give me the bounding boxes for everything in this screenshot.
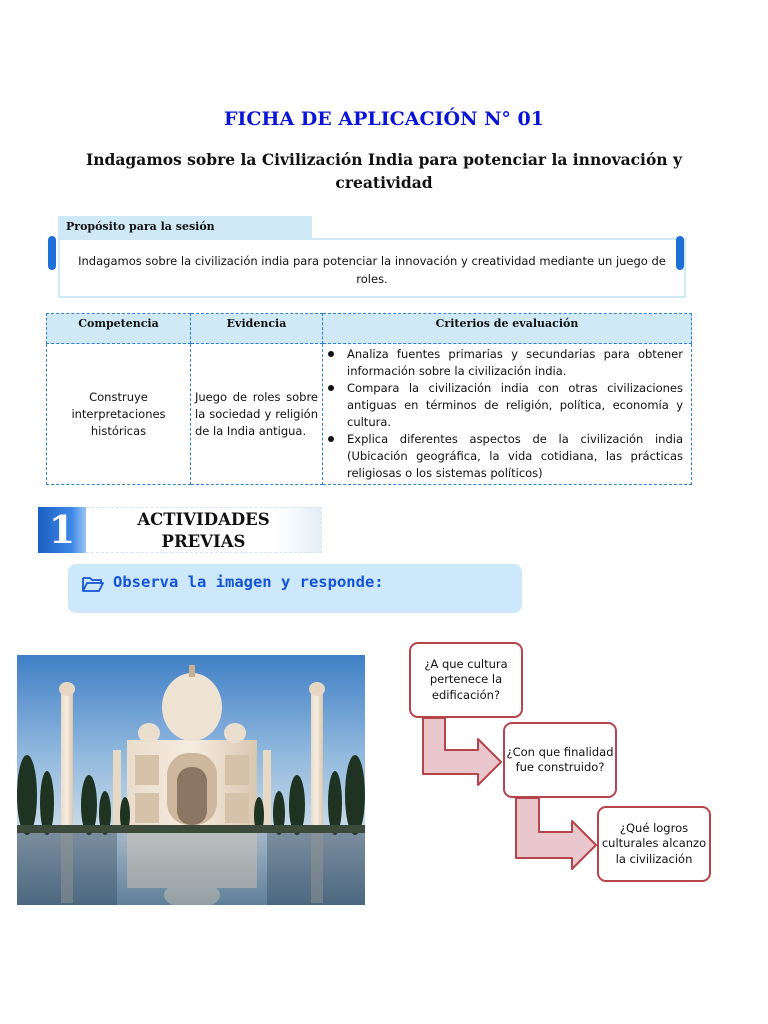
- flow-arrow-1: [423, 718, 501, 785]
- scroll-cap-right: [676, 236, 684, 270]
- question-box: [597, 806, 711, 882]
- page-title: FICHA DE APLICACIÓN N° 01: [224, 108, 544, 130]
- purpose-label: Propósito para la sesión: [58, 216, 312, 238]
- taj-mahal-photo: [17, 655, 365, 905]
- criteria-item: Explica diferentes aspectos de la civilización india (Ubicación geográfica, la vida cotidiana, las prácticas religiosas o los sistemas políticos): [347, 432, 683, 480]
- cell-competencia: Construye interpretaciones históricas: [47, 344, 191, 485]
- header-evidencia: Evidencia: [191, 314, 323, 344]
- section-title: [86, 507, 322, 553]
- purpose-text: Indagamos sobre la civilización india para potenciar la innovación y creatividad mediante un juego de roles.: [78, 254, 666, 286]
- question-text: ¿Con que finalidad fue construido?: [506, 744, 614, 774]
- cell-criterios: [323, 344, 692, 485]
- page-subtitle: Indagamos sobre la Civilización India para potenciar la innovación y creatividad: [86, 150, 682, 192]
- question-box: [409, 642, 523, 718]
- question-text: ¿A que cultura pertenece la edificación?: [424, 656, 508, 702]
- question-box: [503, 722, 617, 798]
- criteria-item: Compara la civilización india con otras civilizaciones antiguas en términos de religión, política, economía y cultura.: [347, 381, 683, 429]
- section-title-line1: ACTIVIDADES: [137, 510, 270, 529]
- instruction-text: Observa la imagen y responde:: [113, 573, 384, 591]
- purpose-box: [58, 238, 686, 298]
- table-row: [47, 344, 692, 485]
- criteria-item: Analiza fuentes primarias y secundarias para obtener información sobre la civilización india.: [347, 347, 683, 378]
- evaluation-table: [46, 313, 692, 485]
- scroll-cap-left: [48, 236, 56, 270]
- cell-evidencia: Juego de roles sobre la sociedad y religión de la India antigua.: [191, 344, 323, 485]
- flow-arrow-2: [516, 798, 596, 869]
- section-title-line2: PREVIAS: [161, 532, 246, 551]
- section-number: 1: [38, 507, 86, 553]
- header-criterios: Criterios de evaluación: [323, 314, 692, 344]
- criteria-list: [327, 346, 687, 482]
- folder-icon: [82, 575, 104, 593]
- header-competencia: Competencia: [47, 314, 191, 344]
- question-text: ¿Qué logros culturales alcanzo la civilización: [601, 820, 707, 866]
- table-header-row: [47, 314, 692, 344]
